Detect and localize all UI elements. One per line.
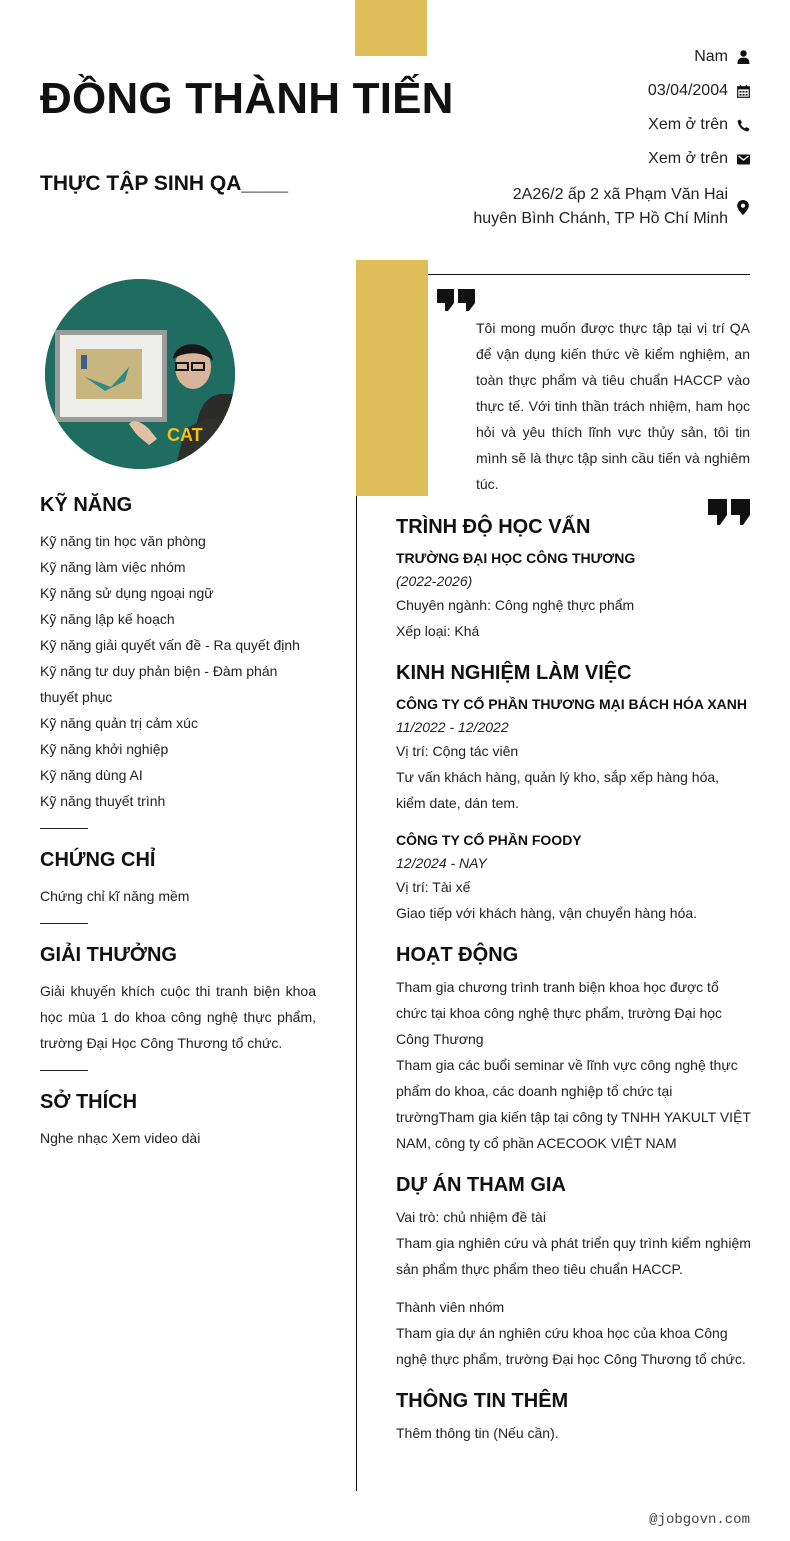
project-description: Tham gia dự án nghiên cứu khoa học của khoa Công nghệ thực phẩm, trường Đại học Công Thương tổ chức. <box>396 1325 746 1367</box>
right-column <box>396 512 752 1446</box>
project-role: Vai trò: chủ nhiệm đề tài <box>396 1209 546 1225</box>
skills-section <box>40 490 316 814</box>
hobbies-heading: SỞ THÍCH <box>40 1091 138 1113</box>
education-period: (2022-2026) <box>396 573 473 589</box>
awards-section <box>40 940 316 1056</box>
hobbies-section <box>40 1087 316 1151</box>
job-position: Vị trí: Cộng tác viên <box>396 743 519 759</box>
phone-value[interactable]: Xem ở trên <box>648 116 728 133</box>
user-icon <box>736 50 750 64</box>
job-description: Tư vấn khách hàng, quản lý kho, sắp xếp hàng hóa, kiểm date, dán tem. <box>396 769 720 811</box>
section-divider <box>40 828 88 829</box>
awards-heading: GIẢI THƯỞNG <box>40 944 177 966</box>
contact-address <box>410 178 750 236</box>
experience-section <box>396 658 752 926</box>
skills-heading: KỸ NĂNG <box>40 494 133 516</box>
certificates-section <box>40 845 316 909</box>
contact-info <box>410 40 750 236</box>
education-heading: TRÌNH ĐỘ HỌC VẤN <box>396 516 591 538</box>
job-description: Giao tiếp với khách hàng, vận chuyển hàng hóa. <box>396 905 698 921</box>
company-name: CÔNG TY CỔ PHẦN THƯƠNG MẠI BÁCH HÓA XANH <box>396 696 748 712</box>
project-role: Thành viên nhóm <box>396 1299 505 1315</box>
email-value[interactable]: Xem ở trên <box>648 150 728 167</box>
skill-item: Kỹ năng lập kế hoạch <box>40 611 175 627</box>
activities-heading: HOẠT ĐỘNG <box>396 944 519 966</box>
watermark: @jobgovn.com <box>649 1512 750 1528</box>
contact-birthday <box>410 74 750 108</box>
certificate-item: Chứng chỉ kĩ năng mềm <box>40 888 190 904</box>
quote-open-icon <box>437 289 475 318</box>
left-column <box>40 490 316 1151</box>
address-line-1: 2A26/2 ấp 2 xã Phạm Văn Hai <box>512 186 728 203</box>
skill-item: Kỹ năng sử dụng ngoại ngữ <box>40 585 214 601</box>
skill-item: Kỹ năng thuyết trình <box>40 793 166 809</box>
section-divider <box>40 923 88 924</box>
avatar <box>45 279 235 469</box>
project-entry <box>396 1294 752 1372</box>
skill-item: Kỹ năng làm việc nhóm <box>40 559 186 575</box>
school-name: TRƯỜNG ĐẠI HỌC CÔNG THƯƠNG <box>396 550 636 566</box>
projects-section <box>396 1170 752 1372</box>
calendar-icon <box>736 84 750 98</box>
career-objective: Tôi mong muốn được thực tập tại vị trí QA để vận dụng kiến thức về kiểm nghiệm, an toàn thực phẩm và tiêu chuẩn HACCP vào thực tế. Với tinh thần trách nhiệm, ham học hỏi và yêu thích lĩnh vực thủy sản, tôi tin mình sẽ là thực tập sinh cầu tiến và nghiêm túc. <box>476 320 750 492</box>
objective-top-rule <box>428 274 750 275</box>
location-pin-icon <box>736 200 750 214</box>
section-divider <box>40 1070 88 1071</box>
gender-value: Nam <box>694 48 728 65</box>
skill-item: Kỹ năng giải quyết vấn đề - Ra quyết định <box>40 637 300 653</box>
skill-item: Kỹ năng khởi nghiệp <box>40 741 169 757</box>
extra-info-text: Thêm thông tin (Nếu cần). <box>396 1425 559 1441</box>
extra-info-heading: THÔNG TIN THÊM <box>396 1390 569 1412</box>
activities-section <box>396 940 752 1156</box>
project-description: Tham gia nghiên cứu và phát triển quy trình kiểm nghiệm sản phẩm thực phẩm theo tiêu chuẩn HACCP. <box>396 1235 751 1277</box>
column-divider <box>356 496 357 1491</box>
accent-block-objective <box>356 260 428 496</box>
job-entry <box>396 692 752 816</box>
job-period: 11/2022 - 12/2022 <box>396 719 509 735</box>
experience-heading: KINH NGHIỆM LÀM VIỆC <box>396 662 632 684</box>
skill-item: Kỹ năng quản trị cảm xúc <box>40 715 198 731</box>
project-entry <box>396 1204 752 1282</box>
address-value <box>473 183 728 231</box>
skill-item: Kỹ năng tư duy phản biện - Đàm phán thuyết phục <box>40 663 278 705</box>
svg-text:CAT: CAT <box>167 425 203 445</box>
activity-item: Tham gia các buổi seminar về lĩnh vực công nghệ thực phẩm do khoa, các doanh nghiệp tổ chức tại trườngTham gia kiến tập tại công ty TNHH YAKULT VIỆT NAM, công ty cổ phần ACECOOK VIỆT NAM <box>396 1057 751 1151</box>
job-position: Vị trí: Tài xế <box>396 879 471 895</box>
phone-icon <box>736 118 750 132</box>
job-period: 12/2024 - NAY <box>396 855 487 871</box>
extra-info-section <box>396 1386 752 1446</box>
skill-item: Kỹ năng tin học văn phòng <box>40 533 206 549</box>
candidate-name: ĐỒNG THÀNH TIẾN <box>40 74 454 123</box>
award-text: Giải khuyến khích cuộc thi tranh biện khoa học mùa 1 do khoa công nghệ thực phẩm, trường Đại Học Công Thương tổ chức. <box>40 983 316 1051</box>
education-rank: Xếp loại: Khá <box>396 623 480 639</box>
projects-heading: DỰ ÁN THAM GIA <box>396 1174 566 1196</box>
contact-email <box>410 142 750 176</box>
job-entry <box>396 828 752 926</box>
address-line-2: huyên Bình Chánh, TP Hồ Chí Minh <box>473 210 728 227</box>
skill-item: Kỹ năng dùng AI <box>40 767 143 783</box>
education-section <box>396 512 752 644</box>
contact-gender <box>410 40 750 74</box>
contact-phone <box>410 108 750 142</box>
company-name: CÔNG TY CỔ PHẦN FOODY <box>396 832 582 848</box>
birthday-value: 03/04/2004 <box>647 82 728 99</box>
activity-item: Tham gia chương trình tranh biện khoa học được tổ chức tại khoa công nghệ thực phẩm, trường Đại học Công Thương <box>396 979 723 1047</box>
certificates-heading: CHỨNG CHỈ <box>40 849 156 871</box>
education-major: Chuyên ngành: Công nghệ thực phẩm <box>396 597 635 613</box>
job-title: THỰC TẬP SINH QA____ <box>40 172 289 195</box>
hobbies-text: Nghe nhạc Xem video dài <box>40 1130 201 1146</box>
mail-icon <box>736 152 750 166</box>
